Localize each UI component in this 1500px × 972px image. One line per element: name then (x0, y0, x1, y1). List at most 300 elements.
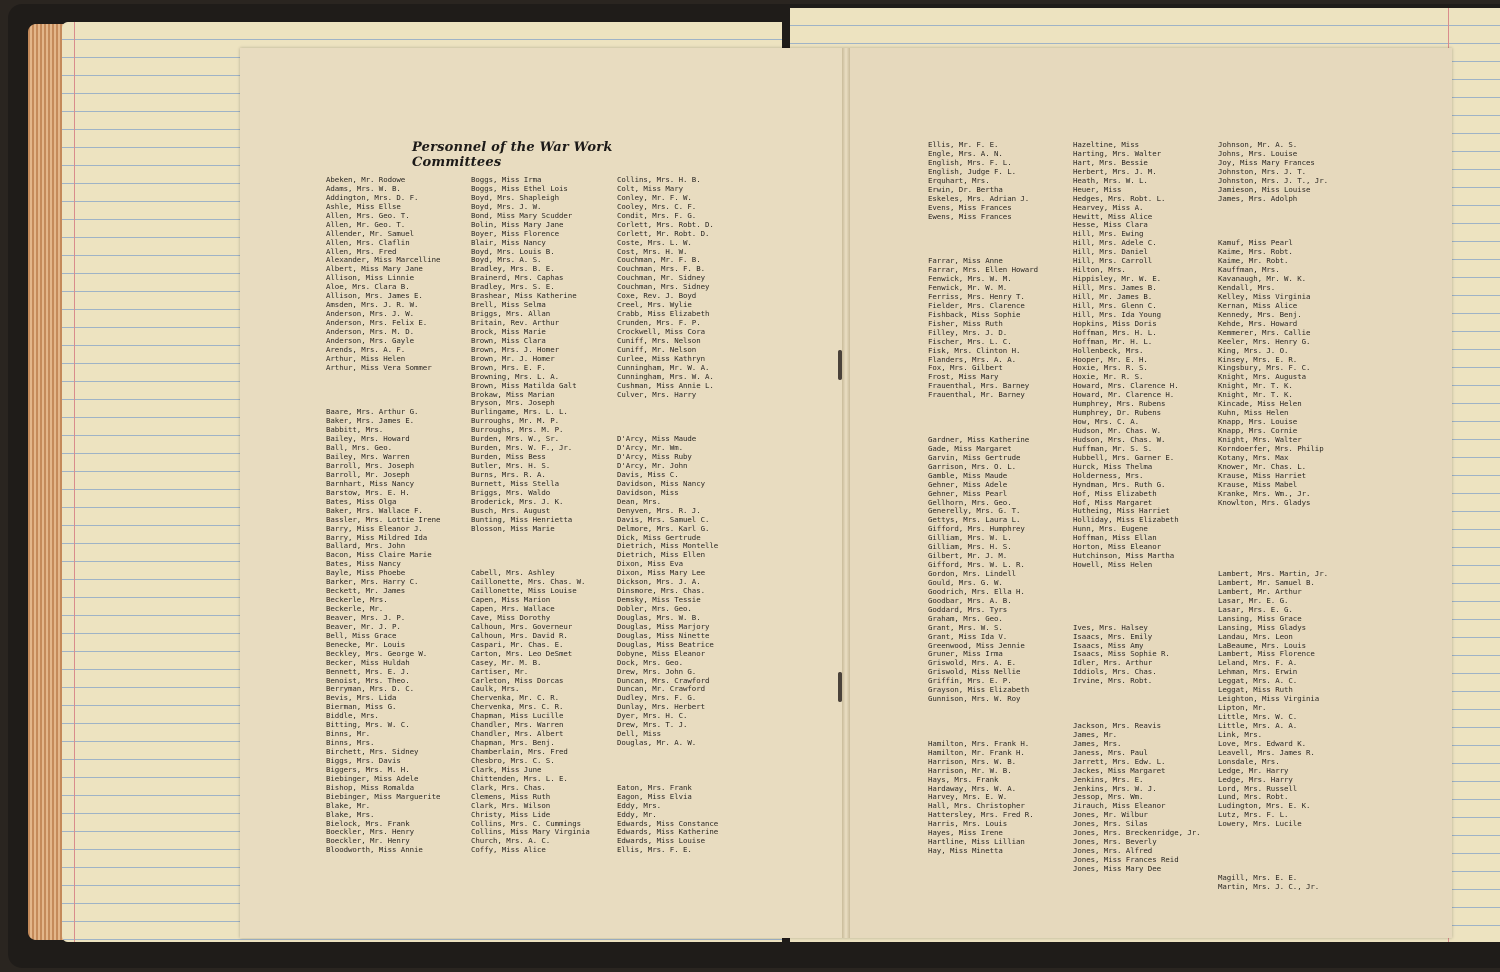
name-entry: Fischer, Mrs. L. C. (928, 337, 1012, 346)
name-entry: Cartiser, Mr. (471, 667, 529, 676)
name-entry: Cooley, Mrs. C. F. (617, 202, 697, 211)
name-entry: Gould, Mrs. G. W. (928, 578, 1003, 587)
name-entry: Magill, Mrs. E. E. (1218, 873, 1298, 882)
name-entry: Condit, Mrs. F. G. (617, 211, 697, 220)
name-entry: Jenkins, Mrs. W. J. (1073, 784, 1157, 793)
name-entry: Allison, Miss Linnie (326, 274, 414, 283)
name-entry: Bailey, Mrs. Howard (326, 435, 410, 444)
name-entry: Beckley, Mrs. George W. (326, 649, 428, 658)
name-entry: Addington, Mrs. D. F. (326, 193, 419, 202)
name-entry: Arends, Mrs. A. F. (326, 345, 406, 354)
name-entry: Keeler, Mrs. Henry G. (1218, 337, 1311, 346)
name-entry: Clark, Miss June (471, 765, 542, 774)
name-entry: Becker, Miss Huldah (326, 658, 410, 667)
binding-staple (838, 672, 842, 702)
name-entry: Harting, Mrs. Walter (1073, 149, 1161, 158)
name-entry: Hardaway, Mrs. W. A. (928, 784, 1016, 793)
name-entry: Knight, Mrs. Walter (1218, 435, 1302, 444)
name-entry: Biggs, Mrs. Davis (326, 756, 401, 765)
name-entry: Lowery, Mrs. Lucile (1218, 820, 1302, 829)
name-entry: Humphrey, Dr. Rubens (1073, 409, 1161, 418)
name-entry: Jones, Mrs. Beverly (1073, 838, 1157, 847)
name-entry: Ballard, Mrs. John (326, 542, 406, 551)
name-entry: Hill, Mrs. Carroll (1073, 257, 1153, 266)
margin-rule (74, 22, 75, 942)
name-entry (1073, 713, 1201, 722)
name-entry: Bates, Miss Nancy (326, 560, 401, 569)
name-entry: Brokaw, Miss Marian (471, 390, 555, 399)
name-entry: Chervenka, Mr. C. R. (471, 694, 559, 703)
name-entry: Gardner, Miss Katherine (928, 435, 1030, 444)
name-entry: Cabell, Mrs. Ashley (471, 569, 555, 578)
name-entry: Busch, Mrs. August (471, 506, 551, 515)
name-entry: Burden, Mrs. W., Sr. (471, 435, 559, 444)
name-entry: Ball, Mrs. Geo. (326, 444, 392, 453)
name-entry: Brown, Miss Clara (471, 336, 546, 345)
name-entry: Dickson, Mrs. J. A. (617, 578, 701, 587)
name-entry: Hamilton, Mr. Frank H. (928, 748, 1025, 757)
name-entry: Butler, Mrs. H. S. (471, 462, 551, 470)
name-entry: Hurck, Miss Thelma (1073, 462, 1153, 471)
name-entry (928, 713, 1038, 722)
name-entry: Ferriss, Mrs. Henry T. (928, 292, 1025, 301)
name-entry: Jackson, Mrs. Reavis (1073, 721, 1161, 730)
name-entry: Ledge, Mr. Harry (1218, 766, 1289, 775)
name-entry: Hayes, Miss Irene (928, 829, 1003, 838)
name-entry: Ellis, Mr. F. E. (928, 141, 999, 149)
name-entry: Lansing, Miss Grace (1218, 614, 1302, 623)
name-entry: Dietrich, Miss Montelle (617, 542, 719, 551)
name-entry: Blake, Mrs. (326, 810, 375, 819)
name-entry: Harvey, Mrs. E. W. (928, 793, 1008, 802)
name-entry: Davidson, Miss Nancy (617, 479, 705, 488)
name-entry: Kehde, Mrs. Howard (1218, 319, 1298, 328)
name-entry: Collins, Miss Mary Virginia (471, 828, 590, 837)
name-entry: Baker, Mrs. James E. (326, 417, 414, 426)
name-entry: Boeckler, Mrs. Henry (326, 828, 414, 837)
name-entry: Generelly, Mrs. G. T. (928, 507, 1021, 516)
name-entry: Edwards, Miss Louise (617, 837, 705, 846)
name-entry: Bolin, Miss Mary Jane (471, 220, 564, 229)
name-entry: Knight, Mr. T. K. (1218, 382, 1293, 391)
name-entry (1218, 543, 1328, 552)
name-entry: Creel, Mrs. Wylie (617, 301, 692, 310)
name-entry: Clark, Mrs. Wilson (471, 801, 551, 810)
name-entry: Bloodworth, Miss Annie (326, 846, 423, 855)
name-column-5 (1073, 141, 1201, 874)
name-entry: Browning, Mrs. L. A. (471, 372, 559, 381)
name-entry: Barstow, Mrs. E. H. (326, 488, 410, 497)
name-entry: Denyven, Mrs. R. J. (617, 506, 701, 515)
name-entry: Krause, Miss Harriet (1218, 471, 1306, 480)
name-entry: Hill, Mrs. Glenn C. (1073, 301, 1157, 310)
name-column-2 (471, 176, 590, 855)
name-entry: Erquhart, Mrs. (928, 176, 990, 185)
name-entry (928, 400, 1038, 409)
name-entry (1073, 588, 1201, 597)
name-entry: Brown, Mrs. J. Homer (471, 345, 559, 354)
name-entry: Clemens, Miss Ruth (471, 792, 551, 801)
name-entry: Griswold, Mrs. A. E. (928, 659, 1016, 668)
name-entry: Knight, Mrs. Augusta (1218, 373, 1306, 382)
name-entry: Graham, Mrs. Geo. (928, 614, 1003, 623)
name-entry: Biddle, Mrs. (326, 712, 379, 721)
name-entry: Coxe, Rev. J. Boyd (617, 292, 697, 301)
name-entry: Curlee, Miss Kathryn (617, 354, 705, 363)
name-entry: Isaacs, Miss Sophie R. (1073, 650, 1170, 659)
name-entry: Ellis, Mrs. F. E. (617, 846, 692, 855)
name-entry: James, Mr. (1073, 730, 1117, 739)
name-entry: James, Mrs. Adolph (1218, 194, 1298, 203)
name-entry: Burroughs, Mr. M. P. (471, 417, 559, 426)
name-entry: Knowlton, Mrs. Gladys (1218, 498, 1311, 507)
name-entry: Corlett, Mr. Robt. D. (617, 229, 710, 238)
name-entry: Casey, Mr. M. B. (471, 658, 542, 667)
name-entry: Kamuf, Miss Pearl (1218, 239, 1293, 248)
name-entry: Dyer, Mrs. H. C. (617, 712, 688, 721)
name-entry (326, 373, 440, 382)
name-entry (1218, 230, 1328, 239)
name-entry: Couchman, Mr. F. B. (617, 256, 701, 265)
name-entry: Isaacs, Mrs. Emily (1073, 632, 1153, 641)
name-entry: Gunnison, Mrs. W. Roy (928, 695, 1021, 704)
name-entry: Cushman, Miss Annie L. (617, 381, 714, 390)
name-entry: Allen, Mrs. Fred (326, 247, 397, 256)
name-entry: Allison, Mrs. James E. (326, 292, 423, 301)
name-entry: Leavell, Mrs. James R. (1218, 748, 1315, 757)
name-entry (617, 399, 718, 408)
name-entry: Hazeltine, Miss (1073, 141, 1139, 149)
name-entry: Bitting, Mrs. W. C. (326, 721, 410, 730)
name-entry: Love, Mrs. Edward K. (1218, 739, 1306, 748)
name-entry: Harrison, Mr. W. B. (928, 766, 1012, 775)
name-entry: Jarrett, Mrs. Edw. L. (1073, 757, 1166, 766)
name-entry: Kotany, Mrs. Max (1218, 453, 1289, 462)
name-entry (1218, 561, 1328, 570)
name-entry: Bielock, Mrs. Frank (326, 819, 410, 828)
name-entry: Dock, Mrs. Geo. (617, 658, 683, 667)
name-entry: Isaacs, Miss Amy (1073, 641, 1144, 650)
name-entry (928, 704, 1038, 713)
name-entry: Barroll, Mrs. Joseph (326, 462, 414, 470)
name-entry: Clark, Mrs. Chas. (471, 783, 546, 792)
name-entry: Harrison, Mrs. W. B. (928, 757, 1016, 766)
name-entry (928, 731, 1038, 740)
name-entry: Hippisley, Mr. W. E. (1073, 275, 1161, 284)
name-entry: Hoffman, Mrs. H. L. (1073, 328, 1157, 337)
name-entry: Chapman, Miss Lucille (471, 712, 564, 721)
name-entry: Gilliam, Mrs. H. S. (928, 543, 1012, 552)
name-entry: Dean, Mrs. (617, 497, 661, 506)
name-entry: Adams, Mrs. W. B. (326, 184, 401, 193)
name-entry (1218, 221, 1328, 230)
name-entry: Gifford, Mrs. W. L. R. (928, 561, 1025, 570)
name-entry: Gifford, Mrs. Humphrey (928, 525, 1025, 534)
name-entry: Hill, Mr. James B. (1073, 292, 1153, 301)
name-entry: Lipton, Mr. (1218, 704, 1267, 713)
name-entry: Caillonette, Miss Louise (471, 587, 577, 596)
name-entry: Gruner, Miss Irma (928, 650, 1003, 659)
name-entry: Jones, Mrs. Silas (1073, 820, 1148, 829)
name-entry: Conley, Mr. F. W. (617, 193, 692, 202)
name-entry: D'Arcy, Mr. John (617, 462, 688, 470)
name-entry: Hudson, Mr. Chas. W. (1073, 427, 1161, 435)
name-entry: Chervenka, Mrs. C. R. (471, 703, 564, 712)
name-column-3 (617, 176, 718, 855)
name-entry: Engle, Mrs. A. N. (928, 149, 1003, 158)
name-entry: Dinsmore, Mrs. Chas. (617, 587, 705, 596)
name-entry: Colt, Miss Mary (617, 184, 683, 193)
name-entry (1218, 829, 1328, 838)
name-entry: Dunlay, Mrs. Herbert (617, 703, 705, 712)
name-entry (326, 399, 440, 408)
name-entry: Flanders, Mrs. A. A. (928, 355, 1016, 364)
name-entry: Dixon, Miss Mary Lee (617, 569, 705, 578)
name-entry: Burden, Mrs. W. F., Jr. (471, 444, 573, 453)
name-entry (471, 534, 590, 543)
name-entry: Dietrich, Miss Ellen (617, 551, 705, 560)
name-entry: Aloe, Mrs. Clara B. (326, 283, 410, 292)
name-entry: Burden, Miss Bess (471, 453, 546, 462)
name-entry: Chittenden, Mrs. L. E. (471, 774, 568, 783)
name-entry (1218, 838, 1328, 847)
name-entry: Knight, Mr. T. K. (1218, 391, 1293, 400)
name-entry (326, 382, 440, 391)
name-entry: Eaton, Mrs. Frank (617, 783, 692, 792)
name-entry (1073, 695, 1201, 704)
name-entry: Douglas, Miss Marjory (617, 622, 710, 631)
name-entry: Cunningham, Mr. W. A. (617, 363, 710, 372)
name-entry: Crabb, Miss Elizabeth (617, 310, 710, 319)
name-entry (1073, 615, 1201, 624)
name-entry: Hyndman, Mrs. Ruth G. (1073, 480, 1166, 489)
name-entry: Krause, Miss Mabel (1218, 480, 1298, 489)
name-entry: Johnson, Mr. A. S. (1218, 141, 1298, 149)
name-entry: Bradley, Mrs. S. E. (471, 283, 555, 292)
name-entry: D'Arcy, Miss Ruby (617, 453, 692, 462)
name-entry: Anderson, Mrs. Felix E. (326, 319, 428, 327)
name-entry: Fisk, Mrs. Clinton H. (928, 346, 1021, 355)
name-entry: Hill, Mrs. Adele C. (1073, 239, 1157, 248)
name-entry (1218, 856, 1328, 865)
name-entry: English, Mrs. F. L. (928, 158, 1012, 167)
name-entry (471, 551, 590, 560)
name-entry: Broderick, Mrs. J. K. (471, 497, 564, 506)
name-entry: Barry, Miss Mildred Ida (326, 533, 428, 542)
name-entry: Crunden, Mrs. F. P. (617, 319, 701, 327)
name-entry: Kaime, Mr. Robt. (1218, 257, 1289, 266)
name-entry: Hall, Mrs. Christopher (928, 802, 1025, 811)
name-entry: Hay, Miss Minetta (928, 847, 1003, 856)
name-entry: Hoffman, Mr. H. L. (1073, 337, 1153, 346)
name-entry: Dobler, Mrs. Geo. (617, 605, 692, 613)
name-entry: Baker, Mrs. Wallace F. (326, 506, 423, 515)
name-entry (1218, 204, 1328, 213)
name-entry: Biebinger, Miss Adele (326, 774, 419, 783)
name-entry: Fenwick, Mr. W. M. (928, 284, 1008, 292)
name-entry: Goddard, Mrs. Tyrs (928, 605, 1008, 614)
name-entry: Griffin, Mrs. E. P. (928, 677, 1012, 686)
name-entry: Kuhn, Miss Helen (1218, 409, 1289, 418)
name-entry: Alexander, Miss Marcelline (326, 256, 441, 265)
name-entry: Calhoun, Mrs. Governeur (471, 622, 573, 631)
name-entry: Beaver, Mr. J. P. (326, 622, 401, 631)
name-entry: Arthur, Miss Vera Sommer (326, 363, 432, 372)
name-entry: Lambert, Mr. Samuel B. (1218, 578, 1315, 587)
name-entry: Kranke, Mrs. Wm., Jr. (1218, 489, 1311, 498)
name-entry: Hattersley, Mrs. Fred R. (928, 811, 1034, 820)
name-entry (928, 409, 1038, 418)
name-entry: Beckett, Mr. James (326, 587, 406, 596)
name-entry (617, 748, 718, 757)
name-entry (1218, 525, 1328, 534)
name-entry: D'Arcy, Miss Maude (617, 435, 697, 444)
name-entry: Korndoerfer, Mrs. Philip (1218, 444, 1324, 453)
name-entry: Cuniff, Mrs. Nelson (617, 336, 701, 345)
name-entry: Couchman, Mrs. F. B. (617, 265, 705, 274)
name-entry: Knapp, Mrs. Cornie (1218, 427, 1298, 435)
name-entry: Hubbell, Mrs. Garner E. (1073, 453, 1175, 462)
name-entry: Knapp, Mrs. Louise (1218, 418, 1298, 427)
name-entry: Greenwood, Miss Jennie (928, 641, 1025, 650)
name-entry (617, 426, 718, 435)
name-entry: Kavanaugh, Mr. W. K. (1218, 275, 1306, 284)
name-entry: Irvine, Mrs. Robt. (1073, 677, 1153, 686)
name-entry: Briggs, Mrs. Waldo (471, 488, 551, 497)
name-entry: Hunn, Mrs. Eugene (1073, 525, 1148, 534)
name-entry: Kaime, Mrs. Robt. (1218, 248, 1293, 257)
name-entry (1073, 597, 1201, 606)
name-entry: Bayle, Miss Phoebe (326, 569, 406, 578)
name-entry: Jirauch, Miss Eleanor (1073, 802, 1166, 811)
name-entry: Hartline, Miss Lillian (928, 838, 1025, 847)
name-entry: Lasar, Mr. E. G. (1218, 596, 1289, 605)
name-entry (617, 757, 718, 766)
name-entry: Huffman, Mr. S. S. (1073, 444, 1153, 453)
name-entry (1073, 686, 1201, 695)
name-entry: Boeckler, Mr. Henry (326, 837, 410, 846)
name-entry: Fox, Mrs. Gilbert (928, 364, 1003, 373)
name-entry: Gettys, Mrs. Laura L. (928, 516, 1021, 525)
name-entry (928, 230, 1038, 239)
name-entry: Chandler, Mrs. Albert (471, 730, 564, 739)
name-entry (617, 775, 718, 784)
name-entry: Abeken, Mr. Rodowe (326, 176, 406, 184)
name-entry: Gamble, Miss Maude (928, 471, 1008, 480)
name-entry: Bond, Miss Mary Scudder (471, 211, 573, 220)
name-entry (1218, 507, 1328, 516)
name-entry: Carton, Mrs. Leo DeSmet (471, 649, 573, 658)
name-entry (617, 766, 718, 775)
name-entry: Hutchinson, Miss Martha (1073, 552, 1175, 561)
name-entry: Little, Mrs. A. A. (1218, 721, 1298, 730)
name-entry: Leggat, Miss Ruth (1218, 686, 1293, 695)
name-entry: Biggers, Mrs. M. H. (326, 765, 410, 774)
name-entry: Lutz, Mrs. F. L. (1218, 811, 1289, 820)
name-entry: Birchett, Mrs. Sidney (326, 748, 419, 756)
name-entry: Arthur, Miss Helen (326, 354, 406, 363)
name-entry: James, Mrs. (1073, 739, 1122, 748)
name-entry: Coste, Mrs. L. W. (617, 238, 692, 247)
name-entry: Carleton, Miss Dorcas (471, 676, 564, 685)
name-entry: Griswold, Miss Nellie (928, 668, 1021, 677)
name-entry: Blake, Mr. (326, 801, 370, 810)
name-entry: Howard, Mrs. Clarence H. (1073, 382, 1179, 391)
name-entry: Brock, Miss Marie (471, 327, 546, 336)
name-entry: Jackes, Miss Margaret (1073, 766, 1166, 775)
name-entry: Gilliam, Mrs. W. L. (928, 534, 1012, 543)
name-entry: Lasar, Mrs. E. G. (1218, 605, 1293, 614)
name-entry: Dixon, Miss Eva (617, 560, 683, 569)
name-entry: Dell, Miss (617, 730, 661, 739)
name-entry: Bell, Miss Grace (326, 631, 397, 640)
name-entry: Caspari, Mr. Chas. E. (471, 640, 564, 649)
name-entry: Burroughs, Mrs. M. P. (471, 426, 564, 435)
name-entry: Heuer, Miss (1073, 185, 1122, 194)
name-entry: Bates, Miss Olga (326, 497, 397, 506)
name-entry: Jones, Miss Frances Reid (1073, 856, 1179, 864)
name-entry: Bassler, Mrs. Lottie Irene (326, 515, 441, 524)
name-entry: Allen, Mr. Geo. T. (326, 220, 406, 229)
name-entry: Delmore, Mrs. Karl G. (617, 524, 710, 533)
name-entry: Duncan, Mrs. Crawford (617, 676, 710, 685)
name-entry: Janess, Mrs. Paul (1073, 748, 1148, 757)
name-entry: Jessop, Mrs. Wm. (1073, 793, 1144, 802)
name-entry (928, 418, 1038, 427)
name-entry: Burlingame, Mrs. L. L. (471, 408, 568, 417)
name-entry: Davidson, Miss (617, 488, 679, 497)
name-entry: Bradley, Mrs. B. E. (471, 265, 555, 274)
name-entry: Bailey, Mrs. Warren (326, 453, 410, 462)
name-entry (1218, 552, 1328, 561)
name-entry: Boyd, Mrs. J. W. (471, 202, 542, 211)
name-entry: Grant, Mrs. W. S. (928, 623, 1003, 632)
name-entry: Binns, Mrs. (326, 739, 375, 748)
name-entry: Knower, Mr. Chas. L. (1218, 462, 1306, 471)
name-entry: How, Mrs. C. A. (1073, 418, 1139, 427)
name-entry: Beckerle, Mrs. (326, 596, 388, 605)
name-entry: Boyd, Mrs. A. S. (471, 256, 542, 265)
name-entry: Hof, Miss Elizabeth (1073, 489, 1157, 498)
name-entry: Hutheing, Miss Harriet (1073, 507, 1170, 516)
name-entry: Ledge, Mrs. Harry (1218, 775, 1293, 784)
name-entry: Gordon, Mrs. Lindell (928, 570, 1016, 578)
name-entry: Boggs, Miss Ethel Lois (471, 184, 568, 193)
name-entry: Brell, Miss Selma (471, 301, 546, 310)
name-entry: Fisher, Miss Ruth (928, 319, 1003, 328)
name-entry: Hof, Miss Margaret (1073, 498, 1153, 507)
name-entry: Amsden, Mrs. J. R. W. (326, 301, 419, 310)
name-entry: Hart, Mrs. Bessie (1073, 158, 1148, 167)
name-entry: Albert, Miss Mary Jane (326, 265, 423, 274)
name-entry: Brashear, Miss Katherine (471, 292, 577, 301)
name-entry: Edwards, Miss Katherine (617, 828, 719, 837)
name-entry: Hedges, Mrs. Robt. L. (1073, 194, 1166, 203)
name-entry: Jones, Mrs. Breckenridge, Jr. (1073, 829, 1201, 838)
name-entry: Ewens, Miss Frances (928, 212, 1012, 221)
name-entry (1218, 516, 1328, 525)
name-entry: Kennedy, Mrs. Benj. (1218, 310, 1302, 319)
name-entry (928, 221, 1038, 230)
name-entry: Cost, Mrs. H. W. (617, 247, 688, 256)
name-entry: Frauenthal, Mr. Barney (928, 391, 1025, 400)
name-entry (928, 248, 1038, 257)
name-entry (326, 391, 440, 400)
name-entry: Hudson, Mrs. Chas. W. (1073, 435, 1166, 444)
name-entry: Demsky, Miss Tessie (617, 596, 701, 605)
name-entry: Barnhart, Miss Nancy (326, 479, 414, 488)
name-entry: Gellhorn, Mrs. Geo. (928, 498, 1012, 507)
